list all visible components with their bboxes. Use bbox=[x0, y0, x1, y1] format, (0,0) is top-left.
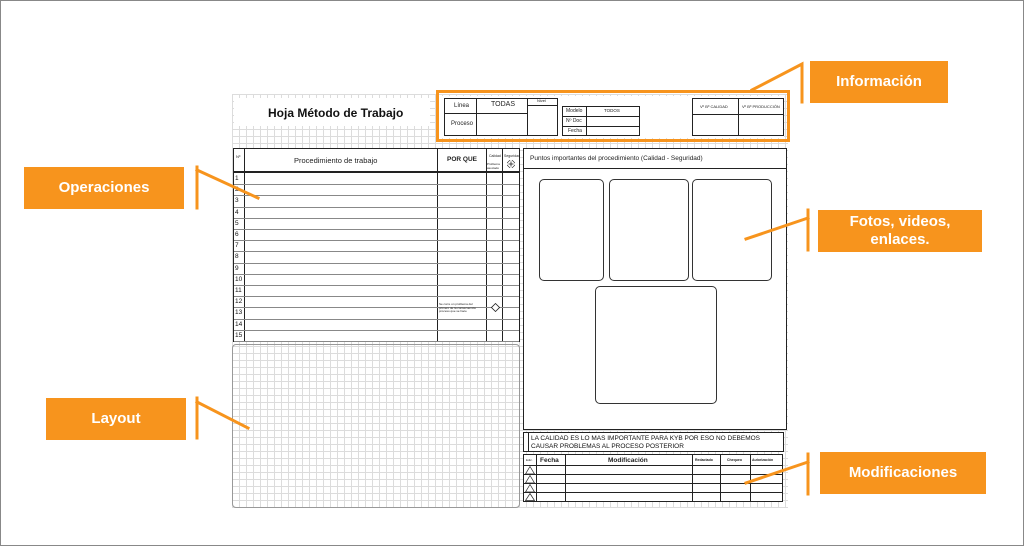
procedure-row-number: 8 bbox=[235, 253, 239, 261]
modificaciones-line bbox=[746, 462, 808, 483]
col-procedimiento: Procedimiento de trabajo bbox=[294, 156, 378, 165]
callout-informacion: Información bbox=[810, 61, 948, 103]
sheet-title: Hoja Método de Trabajo bbox=[268, 106, 404, 120]
procedure-row-number: 6 bbox=[235, 231, 239, 238]
informacion-line bbox=[752, 64, 802, 102]
vb-calidad: Vº Bº CALIDAD bbox=[700, 104, 728, 109]
col-n: Nº bbox=[236, 154, 241, 159]
modelo-label: Modelo bbox=[566, 108, 583, 114]
col-calidad-sub: Problema asociado bbox=[487, 162, 500, 170]
layout-line bbox=[197, 402, 248, 428]
points-title: Puntos importantes del procedimiento (Calidad - Seguridad) bbox=[530, 155, 703, 162]
col-seguridad: Seguridad bbox=[504, 154, 520, 158]
nivel-label: Nivel bbox=[537, 98, 546, 103]
fecha-label: Fecha bbox=[568, 128, 582, 134]
col-porque: POR QUE bbox=[447, 156, 477, 163]
procedure-row-number: 13 bbox=[235, 309, 243, 317]
procedure-row-number: 9 bbox=[235, 264, 239, 272]
ndoc-label: Nº Doc bbox=[566, 118, 582, 124]
col-modificacion: Modificación bbox=[608, 457, 648, 464]
procedure-row-number: 11 bbox=[235, 287, 242, 294]
row13-note: Se corre un problema del primero de la consecuencia proceso que se hace bbox=[439, 302, 476, 313]
operaciones-line bbox=[197, 170, 258, 198]
vb-produccion: Vº Bº PRODUCCIÓN bbox=[742, 104, 780, 109]
procedure-row-number: 5 bbox=[235, 219, 239, 227]
procedure-row-number: 4 bbox=[235, 208, 239, 216]
callout-fotos: Fotos, videos, enlaces. bbox=[818, 210, 982, 252]
col-chequeo: Chequeo bbox=[727, 458, 742, 462]
quality-note: LA CALIDAD ES LO MAS IMPORTANTE PARA KYB POR ESO NO DEBEMOS CAUSAR PROBLEMAS AL PROCESO POSTERIOR bbox=[531, 435, 761, 450]
procedure-row-number: 14 bbox=[235, 320, 243, 328]
col-fecha: Fecha bbox=[540, 457, 559, 464]
procedure-row-number: 15 bbox=[235, 331, 243, 339]
col-autorizacion: Autorización bbox=[752, 458, 774, 462]
procedure-row-number: 10 bbox=[235, 275, 243, 283]
proceso-label: Proceso bbox=[451, 121, 474, 127]
callout-layout: Layout bbox=[46, 398, 186, 440]
col-calidad: Calidad bbox=[489, 154, 501, 158]
fotos-line bbox=[746, 218, 808, 239]
callout-modificaciones: Modificaciones bbox=[820, 452, 986, 494]
procedure-row-number: 1 bbox=[235, 175, 239, 182]
procedure-row-number: 12 bbox=[235, 298, 243, 306]
procedure-row-number: 2 bbox=[235, 186, 239, 194]
linea-label: Línea bbox=[454, 103, 470, 109]
callout-operaciones: Operaciones bbox=[24, 167, 184, 209]
procedure-row-number: 7 bbox=[235, 242, 239, 250]
modelo-value: TODOS bbox=[604, 108, 620, 113]
col-edic: Edic. bbox=[526, 458, 533, 462]
linea-value: TODAS bbox=[491, 101, 515, 108]
col-redactado: Redactado bbox=[695, 458, 713, 462]
procedure-row-number: 3 bbox=[235, 197, 239, 205]
